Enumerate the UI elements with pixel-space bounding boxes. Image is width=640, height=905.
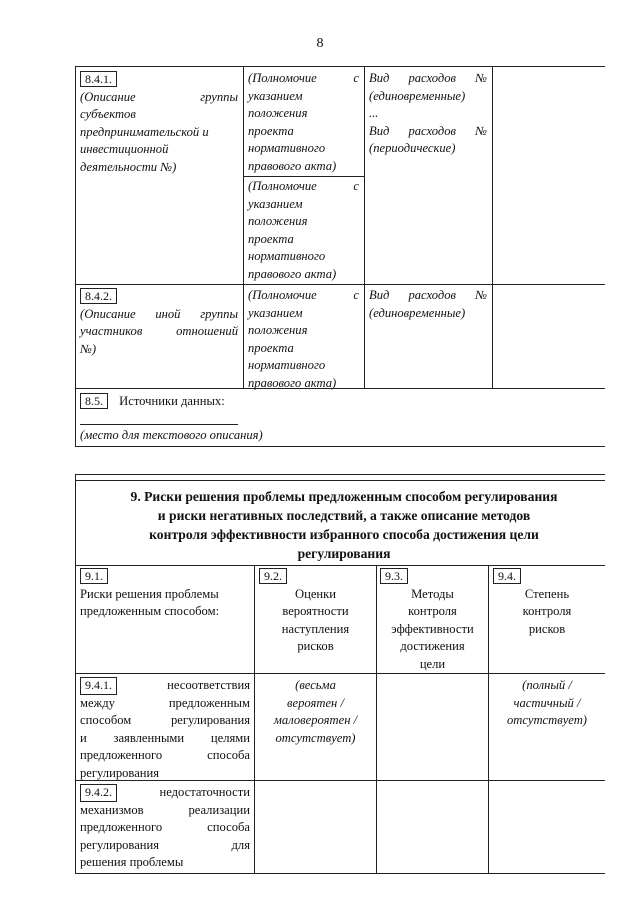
text-line: (единовременные) bbox=[369, 88, 466, 103]
heading-line: 9. Риски решения проблемы предложенным способом регулирования bbox=[130, 489, 558, 504]
data-sources-label: Источники данных: bbox=[119, 394, 225, 408]
text-line: Риски решения проблемы bbox=[80, 586, 219, 601]
text-line: регулирования bbox=[80, 765, 160, 780]
heading-line: контроля эффективности избранного способа достижения цели bbox=[149, 527, 539, 542]
table-line bbox=[75, 66, 76, 446]
text-line: указанием bbox=[248, 196, 303, 211]
row-number: 8.4.1. bbox=[80, 71, 117, 87]
text-line: механизмов реализации bbox=[80, 802, 250, 817]
text-line: нормативного bbox=[248, 249, 326, 263]
table-line bbox=[243, 176, 365, 177]
text-line: рисков bbox=[297, 639, 334, 653]
text-line: предложенным способом: bbox=[80, 604, 220, 618]
table-line bbox=[488, 565, 489, 873]
row-8-4-1-expenses bbox=[369, 70, 487, 158]
column-number: 9.2. bbox=[259, 568, 287, 584]
column-9-3-header bbox=[380, 568, 485, 673]
text-line: (Описание группы bbox=[80, 89, 238, 104]
text-line: инвестиционной bbox=[80, 142, 169, 156]
row-number: 8.4.2. bbox=[80, 288, 117, 304]
text-line: (Описание иной группы bbox=[80, 306, 238, 321]
row-number: 9.4.1. bbox=[80, 677, 117, 695]
text-line: нормативного bbox=[248, 141, 326, 155]
column-9-4-header bbox=[493, 568, 601, 638]
text-line: (периодические) bbox=[369, 141, 456, 155]
table-line bbox=[376, 565, 377, 873]
column-number: 9.4. bbox=[493, 568, 521, 584]
text-line: способом регулирования bbox=[80, 713, 250, 727]
text-line: положения bbox=[248, 323, 308, 337]
text-line: (полный / bbox=[522, 678, 572, 692]
text-line: участников отношений bbox=[80, 324, 238, 338]
column-number: 9.3. bbox=[380, 568, 408, 584]
table-line bbox=[75, 66, 605, 67]
text-line: указанием bbox=[248, 305, 303, 320]
text-line: недостаточности bbox=[159, 785, 250, 799]
text-line: вероятности bbox=[282, 604, 349, 618]
text-line: проекта bbox=[248, 123, 294, 138]
text-line: вероятен / bbox=[287, 695, 344, 710]
row-first-line bbox=[80, 784, 250, 802]
text-line: наступления bbox=[281, 621, 350, 636]
row-8-4-1-power-2 bbox=[248, 178, 359, 283]
text-line: правового акта) bbox=[248, 158, 337, 173]
section-9-heading bbox=[78, 487, 610, 563]
table-line bbox=[75, 480, 605, 481]
text-line: отсутствует) bbox=[506, 713, 588, 727]
row-8-5 bbox=[80, 393, 480, 411]
row-first-line bbox=[80, 677, 250, 695]
table-line bbox=[75, 474, 605, 475]
text-line: частичный / bbox=[513, 695, 581, 710]
column-9-1-header bbox=[80, 568, 250, 621]
text-line: (Полномочие с bbox=[248, 179, 359, 193]
text-line: (весьма bbox=[295, 678, 336, 692]
text-line: Вид расходов № bbox=[369, 288, 487, 302]
column-9-2-header bbox=[259, 568, 372, 656]
row-8-4-2-description bbox=[80, 288, 238, 358]
table-line bbox=[75, 474, 76, 874]
text-line: Степень bbox=[524, 586, 570, 601]
text-placeholder: (место для текстового описания) bbox=[80, 428, 263, 442]
row-9-4-1-risk bbox=[80, 677, 250, 782]
table-line bbox=[243, 66, 244, 388]
page-number: 8 bbox=[316, 36, 324, 51]
text-line: правового акта) bbox=[248, 266, 337, 281]
text-line: предложенного способа bbox=[80, 820, 250, 834]
row-number: 9.4.2. bbox=[80, 784, 117, 802]
text-line: Методы bbox=[411, 586, 454, 601]
row-number: 8.5. bbox=[80, 393, 108, 409]
table-line bbox=[492, 66, 493, 388]
text-line: правового акта) bbox=[248, 375, 337, 390]
text-line: контроля bbox=[522, 604, 572, 618]
text-line: маловероятен / bbox=[273, 713, 358, 727]
text-line: нормативного bbox=[248, 358, 326, 372]
text-line: (единовременные) bbox=[369, 305, 466, 320]
text-line: предложенного способа bbox=[80, 748, 250, 762]
text-line: Оценки bbox=[294, 586, 337, 601]
text-line: эффективности bbox=[391, 621, 474, 636]
text-line: Вид расходов № bbox=[369, 71, 487, 85]
text-line: регулирования для bbox=[80, 837, 250, 852]
text-line: несоответствия bbox=[167, 678, 250, 692]
text-line: решения проблемы bbox=[80, 855, 184, 869]
row-8-4-2-expenses bbox=[369, 287, 487, 322]
text-line: положения bbox=[248, 106, 308, 120]
text-line: предпринимательской и bbox=[80, 124, 209, 139]
text-line: (Полномочие с bbox=[248, 288, 359, 302]
column-number: 9.1. bbox=[80, 568, 108, 584]
heading-line: и риски негативных последствий, а также описание методов bbox=[157, 508, 531, 523]
text-line: рисков bbox=[528, 621, 566, 636]
table-line bbox=[364, 66, 365, 388]
row-9-4-1-control-degree bbox=[493, 677, 601, 730]
text-line: отсутствует) bbox=[275, 730, 356, 745]
row-8-4-1-description bbox=[80, 71, 238, 176]
row-8-4-1-power-1 bbox=[248, 70, 359, 175]
text-line: (Полномочие с bbox=[248, 71, 359, 85]
text-line: субъектов bbox=[80, 107, 136, 121]
text-line: №) bbox=[80, 341, 97, 356]
table-line bbox=[75, 673, 605, 674]
text-line: положения bbox=[248, 214, 308, 228]
text-line: ... bbox=[369, 106, 379, 120]
table-line bbox=[75, 446, 605, 447]
text-line: цели bbox=[419, 656, 446, 671]
text-line: достижения bbox=[400, 639, 465, 653]
table-line bbox=[75, 873, 605, 874]
text-line: Вид расходов № bbox=[369, 123, 487, 138]
table-line bbox=[254, 565, 255, 873]
text-line: деятельности №) bbox=[80, 159, 177, 174]
text-line: контроля bbox=[408, 604, 457, 618]
text-line: и заявленными целями bbox=[80, 730, 250, 745]
row-8-4-2-power bbox=[248, 287, 359, 392]
row-9-4-2-risk bbox=[80, 784, 250, 872]
text-line: между предложенным bbox=[80, 695, 250, 710]
underline bbox=[80, 424, 238, 425]
table-line bbox=[75, 565, 605, 566]
text-line: указанием bbox=[248, 88, 303, 103]
text-line: проекта bbox=[248, 231, 294, 246]
heading-line: регулирования bbox=[297, 546, 391, 561]
row-9-4-1-probability bbox=[259, 677, 372, 747]
text-line: проекта bbox=[248, 340, 294, 355]
table-line bbox=[75, 284, 605, 285]
